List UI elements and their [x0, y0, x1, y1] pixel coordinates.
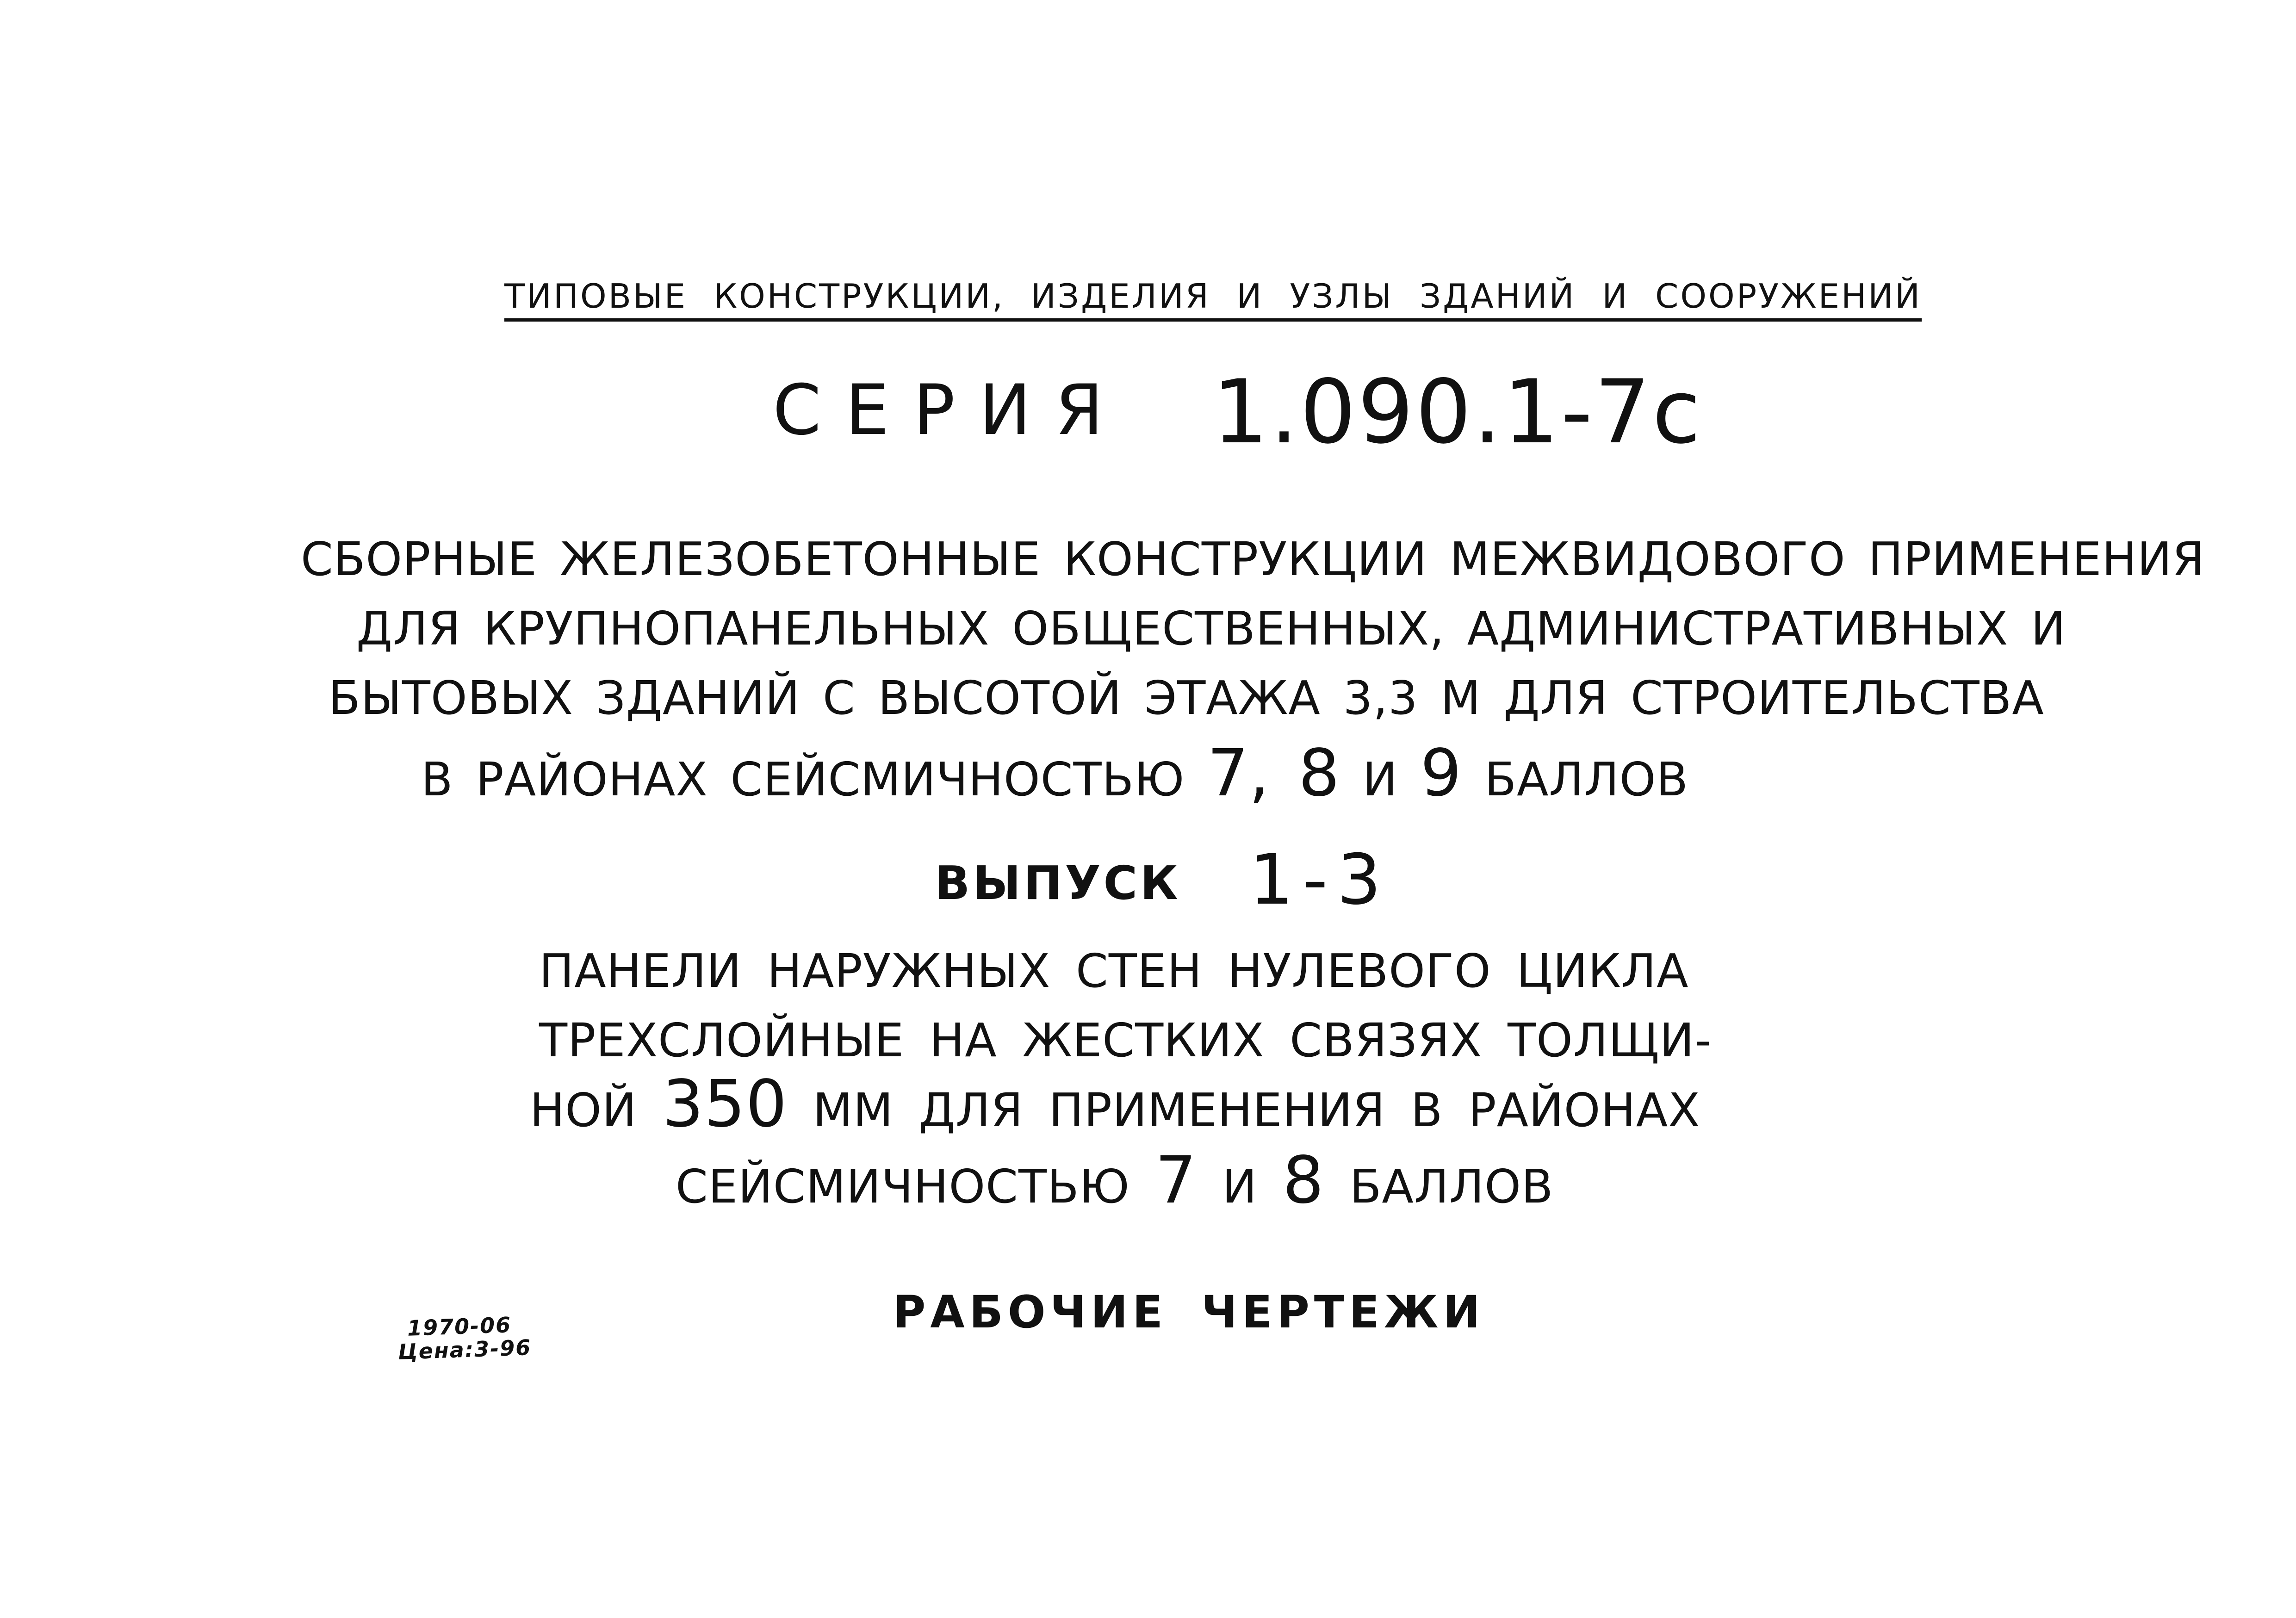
subtitle-line-4-a: СЕЙСМИЧНОСТЬЮ	[676, 1159, 1130, 1214]
subtitle-line-1: ПАНЕЛИ НАРУЖНЫХ СТЕН НУЛЕВОГО ЦИКЛА	[539, 944, 1689, 998]
description-line-4-number-9: 9	[1420, 736, 1462, 811]
subtitle-line-4-number-7: 7	[1155, 1143, 1197, 1218]
header-title: ТИПОВЫЕ КОНСТРУКЦИИ, ИЗДЕЛИЯ И УЗЛЫ ЗДАНИЙ И СООРУЖЕНИЙ	[504, 277, 1922, 322]
stamp-code: 1970-06	[407, 1312, 512, 1341]
description-line-3: БЫТОВЫХ ЗДАНИЙ С ВЫСОТОЙ ЭТАЖА 3,3 М ДЛЯ СТРОИТЕЛЬСТВА	[329, 671, 2044, 725]
issue-label: ВЫПУСК	[935, 856, 1181, 910]
description-line-4-and: И	[1362, 752, 1398, 806]
subtitle-line-3	[530, 1066, 1700, 1142]
description-line-4	[421, 736, 1688, 811]
description-line-2: ДЛЯ КРУПНОПАНЕЛЬНЫХ ОБЩЕСТВЕННЫХ, АДМИНИСТРАТИВНЫХ И	[356, 601, 2066, 656]
description-line-4-text: В РАЙОНАХ СЕЙСМИЧНОСТЬЮ	[421, 752, 1185, 806]
series-number: 1.090.1-7с	[1212, 361, 1703, 463]
subtitle-line-2: ТРЕХСЛОЙНЫЕ НА ЖЕСТКИХ СВЯЗЯХ ТОЛЩИ-	[539, 1013, 1712, 1067]
subtitle-line-4	[676, 1143, 1554, 1218]
subtitle-line-4-units: БАЛЛОВ	[1349, 1159, 1554, 1214]
description-line-4-units: БАЛЛОВ	[1484, 752, 1689, 806]
issue-number: 1-3	[1249, 840, 1390, 920]
stamp-price: Цена:3-96	[397, 1334, 532, 1365]
description-line-4-numbers: 7, 8	[1207, 736, 1340, 811]
subtitle-line-4-and: И	[1222, 1159, 1258, 1214]
subtitle-line-3-a: НОЙ	[530, 1083, 637, 1137]
working-drawings-label: РАБОЧИЕ ЧЕРТЕЖИ	[893, 1286, 1485, 1338]
description-line-1: СБОРНЫЕ ЖЕЛЕЗОБЕТОННЫЕ КОНСТРУКЦИИ МЕЖВИДОВОГО ПРИМЕНЕНИЯ	[301, 532, 2205, 586]
subtitle-line-3-c: ММ ДЛЯ ПРИМЕНЕНИЯ В РАЙОНАХ	[813, 1083, 1700, 1137]
subtitle-line-4-number-8: 8	[1282, 1143, 1325, 1218]
subtitle-line-3-number: 350	[662, 1066, 788, 1142]
series-label: СЕРИЯ	[773, 370, 1128, 451]
